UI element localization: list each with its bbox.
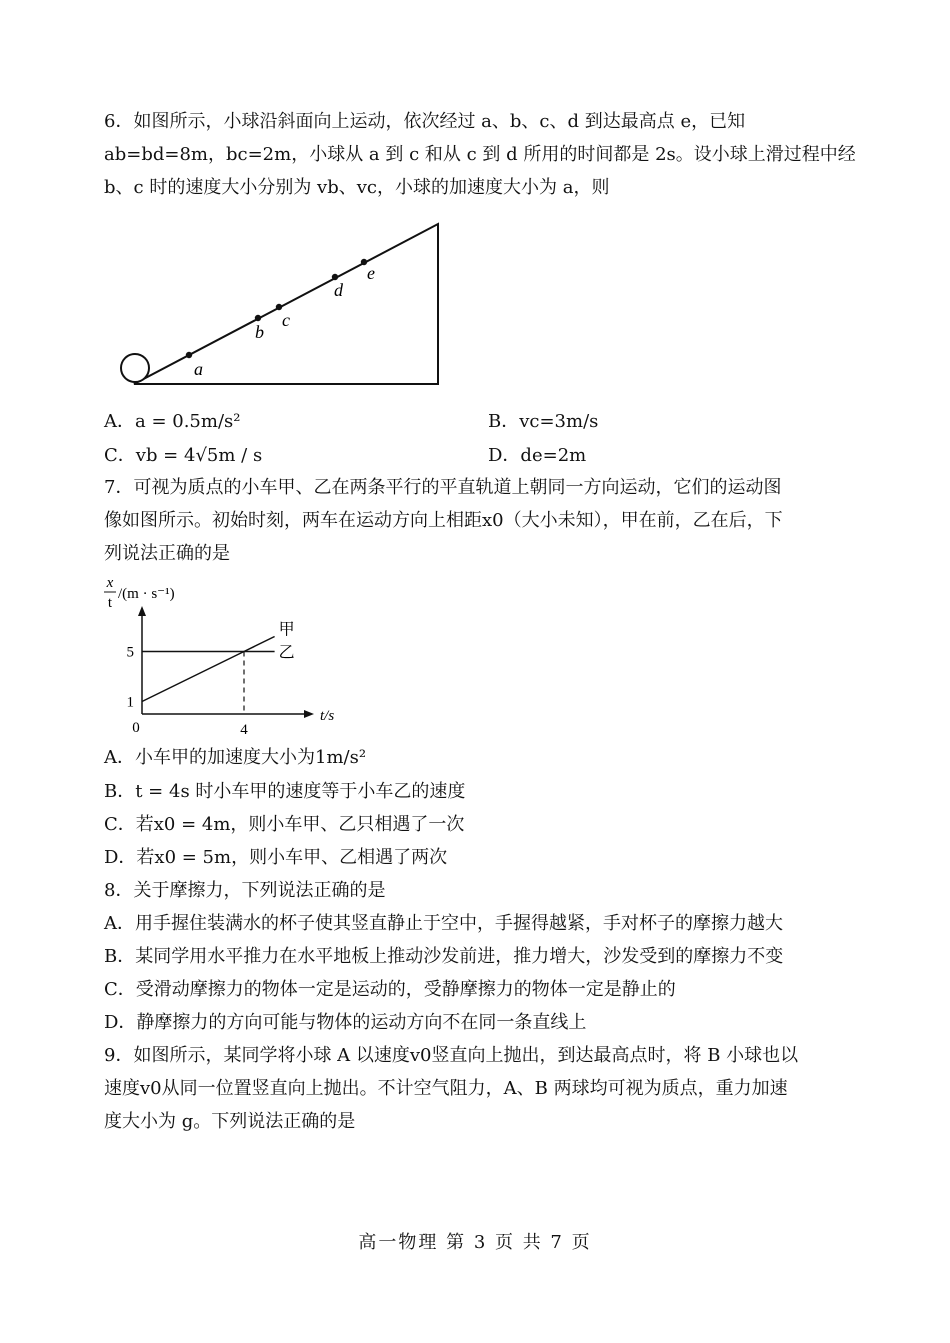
y-tick-label: 1 bbox=[126, 694, 134, 711]
q6-option-c[interactable]: C．vb = 4√5m / s bbox=[104, 445, 263, 466]
point-b bbox=[255, 315, 261, 321]
label-c: c bbox=[282, 310, 290, 330]
x-axis-arrow bbox=[304, 710, 314, 718]
series-line-jia bbox=[142, 637, 275, 702]
point-a bbox=[186, 352, 192, 358]
legend-label: 甲 bbox=[278, 619, 295, 639]
ball bbox=[121, 354, 149, 382]
q8-option-a[interactable]: A．用手握住装满水的杯子使其竖直静止于空中，手握得越紧，手对杯子的摩擦力越大 bbox=[104, 913, 783, 934]
q7-option-d[interactable]: D．若x0 = 5m，则小车甲、乙相遇了两次 bbox=[104, 847, 448, 868]
q7-option-c[interactable]: C．若x0 = 4m，则小车甲、乙只相遇了一次 bbox=[104, 814, 465, 835]
x-tick-label: 0 bbox=[132, 720, 140, 736]
q9-line-3: 度大小为 g。下列说法正确的是 bbox=[104, 1111, 356, 1132]
q7-chart bbox=[96, 572, 346, 742]
q6-line-2: ab=bd=8m，bc=2m，小球从 a 到 c 和从 c 到 d 所用的时间都是 2s。设小球上滑过程中经 bbox=[104, 144, 856, 165]
q7-line-2: 像如图所示。初始时刻，两车在运动方向上相距x0（大小未知），甲在前，乙在后，下 bbox=[104, 510, 783, 531]
q7-line-1: 7．可视为质点的小车甲、乙在两条平行的平直轨道上朝同一方向运动，它们的运动图 bbox=[104, 477, 782, 498]
label-e: e bbox=[367, 263, 375, 283]
y-axis-arrow bbox=[138, 606, 146, 616]
label-b: b bbox=[255, 322, 264, 342]
q7-line-3: 列说法正确的是 bbox=[104, 543, 230, 564]
q7-option-a[interactable]: A．小车甲的加速度大小为1m/s² bbox=[104, 747, 367, 768]
label-a: a bbox=[194, 359, 203, 379]
q6-line-3: b、c 时的速度大小分别为 vb、vc，小球的加速度大小为 a，则 bbox=[104, 177, 610, 198]
ylabel-denominator: t bbox=[107, 595, 113, 611]
page-footer: 高一物理 第 3 页 共 7 页 bbox=[358, 1232, 592, 1253]
x-tick-label: 4 bbox=[240, 722, 248, 738]
q7-option-b[interactable]: B．t = 4s 时小车甲的速度等于小车乙的速度 bbox=[104, 781, 466, 802]
ylabel-numerator: x bbox=[106, 575, 114, 591]
label-d: d bbox=[334, 280, 343, 300]
q6-option-a[interactable]: A．a = 0.5m/s² bbox=[104, 411, 241, 432]
q8-option-b[interactable]: B．某同学用水平推力在水平地板上推动沙发前进，推力增大，沙发受到的摩擦力不变 bbox=[104, 946, 784, 967]
q6-line-1: 6．如图所示，小球沿斜面向上运动，依次经过 a、b、c、d 到达最高点 e，已知 bbox=[104, 111, 746, 132]
q6-option-b[interactable]: B．vc=3m/s bbox=[488, 411, 599, 432]
x-axis-label: t/s bbox=[320, 708, 335, 724]
legend-label: 乙 bbox=[278, 642, 295, 662]
q8-stem: 8．关于摩擦力，下列说法正确的是 bbox=[104, 880, 386, 901]
incline-triangle bbox=[134, 224, 438, 384]
incline-figure bbox=[118, 218, 448, 390]
q8-option-d[interactable]: D．静摩擦力的方向可能与物体的运动方向不在同一条直线上 bbox=[104, 1012, 587, 1033]
y-tick-label: 5 bbox=[126, 644, 134, 661]
ylabel-unit: /(m · s⁻¹) bbox=[118, 586, 175, 602]
q8-option-c[interactable]: C．受滑动摩擦力的物体一定是运动的，受静摩擦力的物体一定是静止的 bbox=[104, 979, 676, 1000]
q9-line-2: 速度v0从同一位置竖直向上抛出。不计空气阻力，A、B 两球均可视为质点，重力加速 bbox=[104, 1078, 788, 1099]
q7-plot-area bbox=[127, 606, 335, 738]
q6-option-d[interactable]: D．de=2m bbox=[488, 445, 587, 466]
q9-line-1: 9．如图所示，某同学将小球 A 以速度v0竖直向上抛出，到达最高点时，将 B 小球也以 bbox=[104, 1045, 799, 1066]
